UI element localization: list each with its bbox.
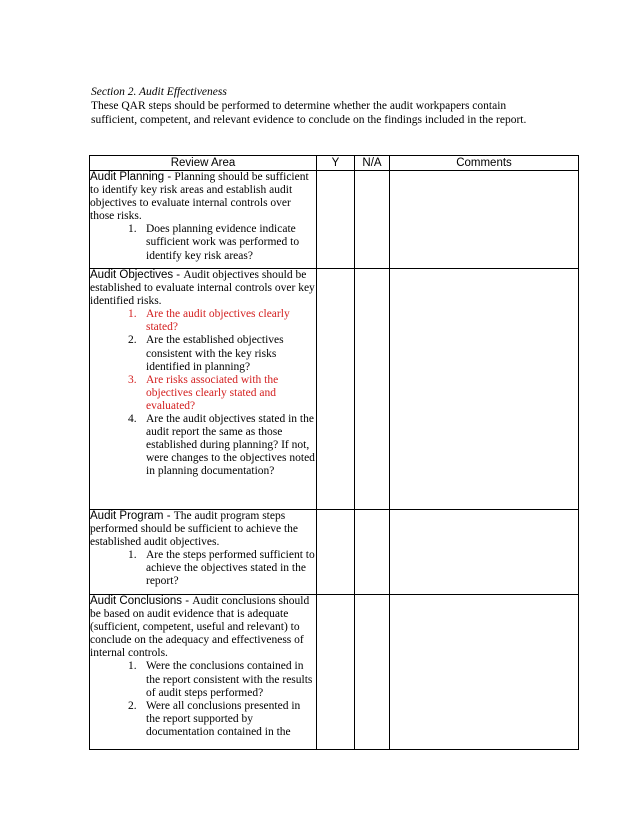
question-number: 1. [128, 308, 137, 321]
na-cell[interactable] [355, 269, 390, 510]
section-title: Section 2. Audit Effectiveness [91, 86, 227, 98]
table-row [90, 269, 579, 510]
na-cell[interactable] [355, 171, 390, 269]
question-item [90, 223, 316, 262]
row-heading: Audit Program [90, 510, 164, 522]
header-comments: Comments [390, 156, 579, 171]
question-number: 1. [128, 549, 137, 562]
question-list [90, 308, 316, 478]
review-area-cell [90, 171, 317, 269]
row-heading: Audit Conclusions [90, 595, 183, 607]
question-item [90, 700, 316, 739]
section-intro: These QAR steps should be performed to determine whether the audit workpapers contain sufficient, competent, and relevant evidence to conclude on the findings included in the report. [91, 100, 527, 126]
question-text: Are the steps performed sufficient to achieve the objectives stated in the report? [146, 549, 315, 588]
header-review-area: Review Area [90, 156, 317, 171]
question-item [90, 334, 316, 373]
question-item [90, 374, 316, 413]
na-cell[interactable] [355, 510, 390, 595]
question-number: 1. [128, 660, 137, 673]
y-cell[interactable] [317, 171, 355, 269]
question-item [90, 413, 316, 478]
row-heading: Audit Objectives [90, 269, 174, 281]
row-separator: - [164, 171, 175, 183]
question-text: Were the conclusions contained in the report consistent with the results of audit steps performed? [146, 660, 313, 699]
question-list [90, 660, 316, 739]
question-text: Are the audit objectives stated in the audit report the same as those established during planning? If not, were changes to the objectives noted in planning documentation? [146, 413, 315, 478]
qar-table [89, 155, 579, 750]
comments-cell[interactable] [390, 171, 579, 269]
question-number: 1. [128, 223, 137, 236]
question-text: Does planning evidence indicate sufficient work was performed to identify key risk areas? [146, 223, 300, 262]
na-cell[interactable] [355, 595, 390, 750]
header-y: Y [317, 156, 355, 171]
question-item [90, 549, 316, 588]
review-area-cell [90, 510, 317, 595]
table-row [90, 171, 579, 269]
row-heading: Audit Planning [90, 171, 165, 183]
y-cell[interactable] [317, 510, 355, 595]
y-cell[interactable] [317, 269, 355, 510]
table-header-row [90, 156, 579, 171]
question-item [90, 308, 316, 334]
table-row [90, 595, 579, 750]
table-row [90, 510, 579, 595]
header-na: N/A [355, 156, 390, 171]
y-cell[interactable] [317, 595, 355, 750]
row-separator: - [173, 269, 184, 281]
question-number: 3. [128, 373, 137, 386]
review-area-cell [90, 269, 317, 510]
question-number: 2. [128, 699, 137, 712]
question-text: Are the established objectives consistent with the key risks identified in planning? [146, 334, 284, 373]
comments-cell[interactable] [390, 595, 579, 750]
question-list [90, 223, 316, 262]
row-description: Audit objectives should be established to evaluate internal controls over key identified risks. [90, 269, 315, 308]
question-number: 2. [128, 334, 137, 347]
question-number: 4. [128, 413, 137, 426]
row-description: Audit conclusions should be based on audit evidence that is adequate (sufficient, competent, useful and relevant) to conclude on the adequacy and effectiveness of internal controls. [90, 595, 310, 660]
row-description: Planning should be sufficient to identify key risk areas and establish audit objectives to evaluate internal controls over those risks. [90, 171, 309, 223]
question-item [90, 660, 316, 699]
question-text: Are the audit objectives clearly stated? [146, 308, 290, 334]
comments-cell[interactable] [390, 510, 579, 595]
review-area-content [90, 595, 316, 743]
review-area-cell [90, 595, 317, 750]
comments-cell[interactable] [390, 269, 579, 510]
row-description: The audit program steps performed should be sufficient to achieve the established audit objectives. [90, 510, 298, 549]
question-text: Were all conclusions presented in the report supported by documentation contained in the [146, 699, 301, 738]
row-separator: - [163, 510, 174, 522]
question-list [90, 549, 316, 588]
row-separator: - [182, 595, 193, 607]
question-text: Are risks associated with the objectives clearly stated and evaluated? [146, 373, 279, 412]
